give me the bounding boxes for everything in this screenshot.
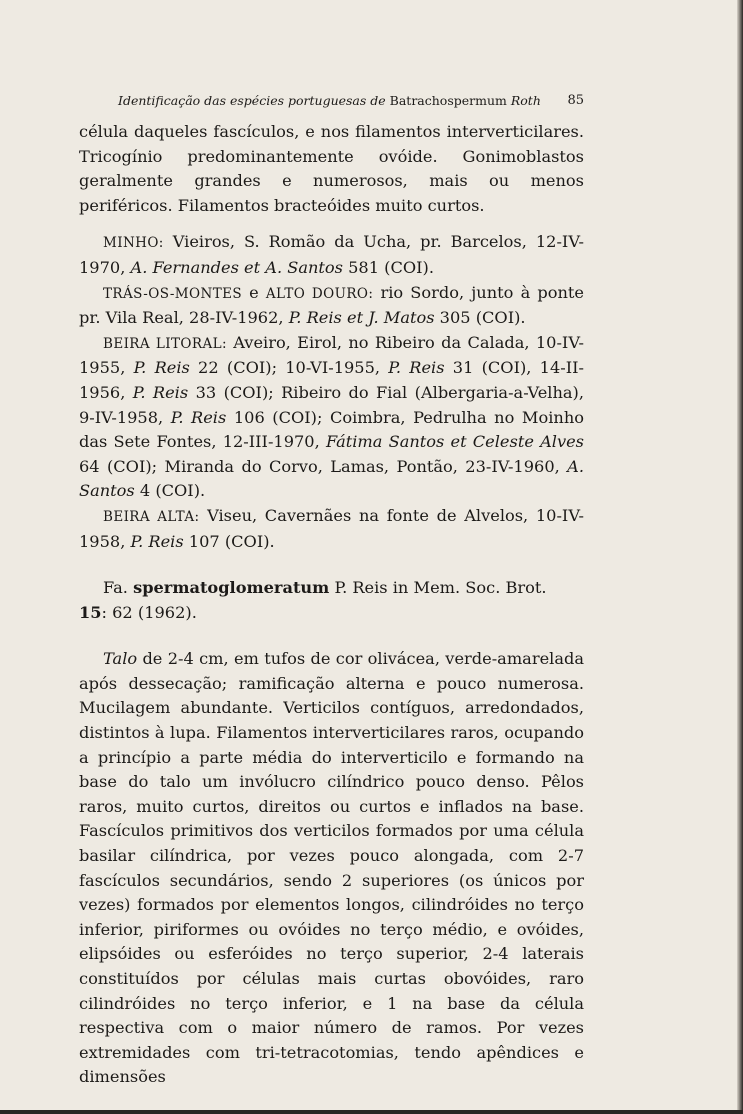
running-title: Identificação das espécies portuguesas de [118,93,386,108]
locality-text: 33 (COI); Ribeiro do Fial (Albergaria-a-Velha), 9-IV-1958, [79,382,584,427]
locality-text: 31 (COI), 14-II-1956, [79,358,584,402]
locality-text: 107 (COI). [183,531,275,551]
collector: A. Fernandes et A. Santos [130,257,343,277]
locality-text: 4 (COI). [134,481,206,501]
form-citation: P. Reis in Mem. Soc. Brot. [329,578,547,598]
collector: P. Reis [133,358,190,378]
collector: A. Santos [79,456,584,501]
region-label: ALTO DOURO: [265,285,374,302]
collector: P. Reis [132,382,189,402]
locality-text: Viseu, Cavernães na fonte de Alvelos, 10-IV-1958, [79,505,585,551]
collector: P. Reis et J. Matos [288,308,435,328]
form-name: spermatoglomeratum [133,578,330,598]
form-volume: 15 [79,602,102,622]
locality-text: 305 (COI). [434,308,526,328]
locality-text: 581 (COI). [342,257,434,277]
locality-text: 64 (COI); Miranda do Corvo, Lamas, Pontão, 23-IV-1960, [79,456,568,476]
form-citation-rest: : 62 (1962). [101,602,197,622]
body-text [79,120,584,1090]
page-edge-bottom [0,1110,743,1114]
description-lead: Talo [103,649,138,669]
locality-tras-os-montes [79,281,584,331]
form-heading [79,576,584,625]
locality-text: Aveiro, Eirol, no Ribeiro da Calada, 10-IV-1955, [79,332,584,378]
locality-text: Vieiros, S. Romão da Ucha, pr. Barcelos, 12-IV-1970, [79,232,584,277]
page-number: 85 [567,93,584,108]
collector: P. Reis [170,407,227,427]
collector: Fátima Santos et Celeste Alves [325,432,584,452]
running-header [118,92,584,110]
collector: P. Reis [130,531,184,551]
running-genus: Batrachospermum [389,93,507,108]
page-edge-right [737,0,743,1114]
locality-text: 22 (COI); 10-VI-1955, [189,358,389,378]
locality-text: rio Sordo, junto à ponte pr. Vila Real, 28-IV-1962, [79,282,584,328]
region-label: TRÁS-OS-MONTES [103,285,243,302]
running-author: Roth [510,93,541,108]
locality-text: 106 (COI); Coimbra, Pedrulha no Moinho das Sete Fontes, 12-III-1970, [79,407,584,452]
region-label: MINHO: [103,235,164,252]
region-label: BEIRA ALTA: [103,508,200,525]
description-text: de 2-4 cm, em tufos de cor olivácea, verde-amarelada após dessecação; ramificação alterna e pouco numerosa. Mucilagem abundante. Verticilos contíguos, arredondados, distintos à lupa. Filamentos interverticilares raros, ocupando a princípio a parte média do interverticilo e formando na base do talo um invólucro cilíndrico pouco denso. Pêlos raros, muito curtos, direitos ou curtos e inflados na base. Fascículos primitivos dos verticilos formados por uma célula basilar cilíndrica, por vezes pouco alongada, com 2-7 fascículos secundários, sendo 2 superiores (os únicos por vezes) formados por elementos longos, cilindróides no terço inferior, piriformes ou ovóides no terço médio, e ovóides, elipsóides ou esferóides no terço superior, 2-4 laterais constituídos por células mais curtas obovóides, raro cilindróides no terço inferior, e 1 na base da célula respectiva com o maior número de ramos. Por vezes extremidades com tri-tetracotomias, tendo apêndices e dimensões [79,649,584,1087]
locality-minho [79,230,584,280]
region-label: BEIRA LITORAL: [103,335,227,352]
paragraph-description-end: célula daqueles fascículos, e nos filamentos interverticilares. Tricogínio predominantemente ovóide. Gonimoblastos geralmente grandes e numerosos, mais ou menos periféricos. Filamentos bracteóides muito curtos. [79,122,584,215]
locality-beira-alta [79,504,584,554]
paragraph-description [79,647,584,1090]
form-prefix: Fa. [103,578,134,598]
conjunction: e [242,282,266,302]
collector: P. Reis [388,358,445,378]
locality-beira-litoral [79,331,584,504]
